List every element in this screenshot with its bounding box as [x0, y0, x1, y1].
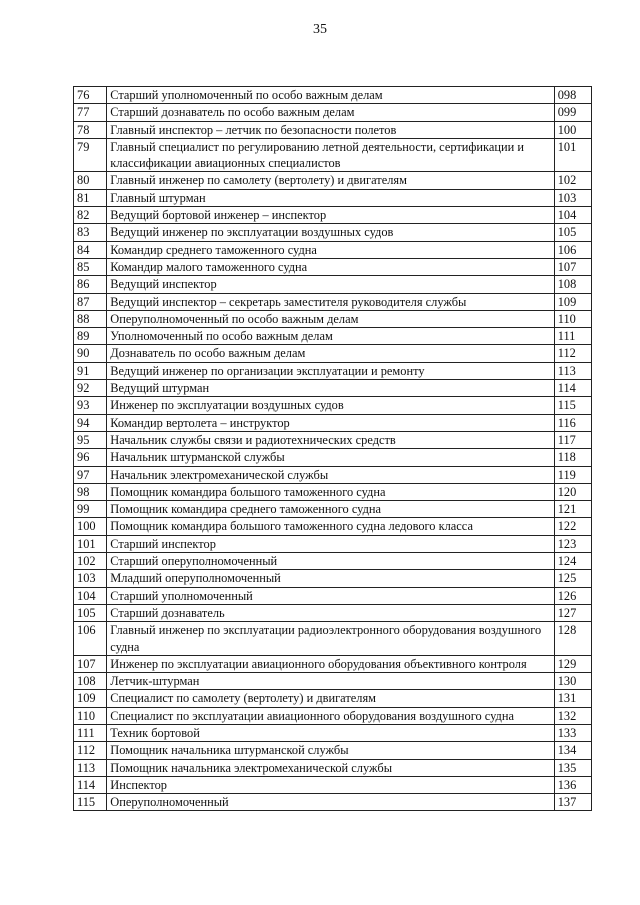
position-code-cell: 099 — [554, 104, 591, 121]
position-code-cell: 128 — [554, 622, 591, 656]
position-code-cell: 126 — [554, 587, 591, 604]
position-title-cell: Главный инспектор – летчик по безопасности полетов — [107, 121, 554, 138]
position-code-cell: 129 — [554, 655, 591, 672]
position-code-cell: 114 — [554, 380, 591, 397]
table-row — [74, 345, 592, 362]
position-title-cell: Командир вертолета – инструктор — [107, 414, 554, 431]
row-number-cell: 96 — [74, 449, 107, 466]
row-number-cell: 88 — [74, 310, 107, 327]
position-title-cell: Ведущий инспектор – секретарь заместителя руководителя службы — [107, 293, 554, 310]
position-code-cell: 116 — [554, 414, 591, 431]
row-number-cell: 106 — [74, 622, 107, 656]
position-title-cell: Специалист по самолету (вертолету) и двигателям — [107, 690, 554, 707]
row-number-cell: 110 — [74, 707, 107, 724]
position-title-cell: Младший оперуполномоченный — [107, 570, 554, 587]
table-row — [74, 207, 592, 224]
table-row — [74, 293, 592, 310]
row-number-cell: 90 — [74, 345, 107, 362]
table-row — [74, 604, 592, 621]
row-number-cell: 100 — [74, 518, 107, 535]
position-title-cell: Помощник командира среднего таможенного судна — [107, 501, 554, 518]
position-title-cell: Командир малого таможенного судна — [107, 258, 554, 275]
table-row — [74, 483, 592, 500]
table-row — [74, 189, 592, 206]
row-number-cell: 105 — [74, 604, 107, 621]
table-row — [74, 172, 592, 189]
table-row — [74, 449, 592, 466]
position-code-cell: 105 — [554, 224, 591, 241]
position-code-cell: 133 — [554, 724, 591, 741]
table-row — [74, 466, 592, 483]
row-number-cell: 83 — [74, 224, 107, 241]
position-code-cell: 108 — [554, 276, 591, 293]
row-number-cell: 92 — [74, 380, 107, 397]
position-code-cell: 104 — [554, 207, 591, 224]
table-row — [74, 224, 592, 241]
position-title-cell: Старший уполномоченный — [107, 587, 554, 604]
row-number-cell: 115 — [74, 794, 107, 811]
position-code-cell: 109 — [554, 293, 591, 310]
position-code-cell: 121 — [554, 501, 591, 518]
position-title-cell: Помощник командира большого таможенного судна — [107, 483, 554, 500]
table-row — [74, 570, 592, 587]
table-row — [74, 362, 592, 379]
table-row — [74, 776, 592, 793]
table-row — [74, 431, 592, 448]
position-code-cell: 100 — [554, 121, 591, 138]
position-title-cell: Начальник электромеханической службы — [107, 466, 554, 483]
row-number-cell: 87 — [74, 293, 107, 310]
position-title-cell: Оперуполномоченный — [107, 794, 554, 811]
row-number-cell: 94 — [74, 414, 107, 431]
table-row — [74, 759, 592, 776]
position-title-cell: Помощник начальника штурманской службы — [107, 742, 554, 759]
position-title-cell: Главный инженер по самолету (вертолету) и двигателям — [107, 172, 554, 189]
position-code-cell: 119 — [554, 466, 591, 483]
table-row — [74, 258, 592, 275]
table-row — [74, 310, 592, 327]
row-number-cell: 77 — [74, 104, 107, 121]
position-code-cell: 107 — [554, 258, 591, 275]
position-code-cell: 127 — [554, 604, 591, 621]
row-number-cell: 108 — [74, 673, 107, 690]
position-title-cell: Ведущий инженер по эксплуатации воздушных судов — [107, 224, 554, 241]
table-row — [74, 587, 592, 604]
table-row — [74, 501, 592, 518]
position-title-cell: Дознаватель по особо важным делам — [107, 345, 554, 362]
position-code-cell: 123 — [554, 535, 591, 552]
table-row — [74, 707, 592, 724]
table-row — [74, 104, 592, 121]
row-number-cell: 113 — [74, 759, 107, 776]
row-number-cell: 93 — [74, 397, 107, 414]
position-code-cell: 136 — [554, 776, 591, 793]
position-code-cell: 120 — [554, 483, 591, 500]
position-code-cell: 118 — [554, 449, 591, 466]
position-title-cell: Начальник службы связи и радиотехнических средств — [107, 431, 554, 448]
row-number-cell: 78 — [74, 121, 107, 138]
position-title-cell: Оперуполномоченный по особо важным делам — [107, 310, 554, 327]
position-code-cell: 101 — [554, 138, 591, 172]
row-number-cell: 99 — [74, 501, 107, 518]
position-code-cell: 131 — [554, 690, 591, 707]
row-number-cell: 101 — [74, 535, 107, 552]
position-code-cell: 124 — [554, 553, 591, 570]
position-title-cell: Командир среднего таможенного судна — [107, 241, 554, 258]
position-title-cell: Ведущий инженер по организации эксплуатации и ремонту — [107, 362, 554, 379]
row-number-cell: 95 — [74, 431, 107, 448]
row-number-cell: 107 — [74, 655, 107, 672]
position-code-cell: 134 — [554, 742, 591, 759]
position-code-cell: 117 — [554, 431, 591, 448]
row-number-cell: 112 — [74, 742, 107, 759]
position-title-cell: Специалист по эксплуатации авиационного оборудования воздушного судна — [107, 707, 554, 724]
row-number-cell: 102 — [74, 553, 107, 570]
row-number-cell: 109 — [74, 690, 107, 707]
row-number-cell: 98 — [74, 483, 107, 500]
row-number-cell: 84 — [74, 241, 107, 258]
table-row — [74, 742, 592, 759]
table-row — [74, 724, 592, 741]
position-title-cell: Старший дознаватель по особо важным делам — [107, 104, 554, 121]
position-title-cell: Техник бортовой — [107, 724, 554, 741]
position-title-cell: Старший дознаватель — [107, 604, 554, 621]
position-title-cell: Помощник командира большого таможенного судна ледового класса — [107, 518, 554, 535]
position-title-cell: Инспектор — [107, 776, 554, 793]
table-row — [74, 87, 592, 104]
position-code-cell: 098 — [554, 87, 591, 104]
position-title-cell: Уполномоченный по особо важным делам — [107, 328, 554, 345]
position-title-cell: Главный инженер по эксплуатации радиоэлектронного оборудования воздушного судна — [107, 622, 554, 656]
row-number-cell: 76 — [74, 87, 107, 104]
position-title-cell: Главный штурман — [107, 189, 554, 206]
table-row — [74, 138, 592, 172]
position-title-cell: Ведущий бортовой инженер – инспектор — [107, 207, 554, 224]
row-number-cell: 81 — [74, 189, 107, 206]
row-number-cell: 85 — [74, 258, 107, 275]
position-code-cell: 115 — [554, 397, 591, 414]
position-code-cell: 125 — [554, 570, 591, 587]
position-code-cell: 135 — [554, 759, 591, 776]
position-code-cell: 122 — [554, 518, 591, 535]
table-row — [74, 622, 592, 656]
row-number-cell: 86 — [74, 276, 107, 293]
position-title-cell: Инженер по эксплуатации воздушных судов — [107, 397, 554, 414]
table-row — [74, 655, 592, 672]
position-title-cell: Начальник штурманской службы — [107, 449, 554, 466]
table-row — [74, 276, 592, 293]
page-number: 35 — [313, 22, 327, 37]
position-title-cell: Ведущий инспектор — [107, 276, 554, 293]
position-title-cell: Инженер по эксплуатации авиационного оборудования объективного контроля — [107, 655, 554, 672]
position-title-cell: Старший уполномоченный по особо важным делам — [107, 87, 554, 104]
position-title-cell: Летчик-штурман — [107, 673, 554, 690]
table-row — [74, 328, 592, 345]
table-row — [74, 690, 592, 707]
position-code-cell: 103 — [554, 189, 591, 206]
position-title-cell: Старший инспектор — [107, 535, 554, 552]
position-code-cell: 112 — [554, 345, 591, 362]
position-code-cell: 137 — [554, 794, 591, 811]
position-title-cell: Старший оперуполномоченный — [107, 553, 554, 570]
position-title-cell: Помощник начальника электромеханической службы — [107, 759, 554, 776]
table-row — [74, 535, 592, 552]
position-code-cell: 132 — [554, 707, 591, 724]
position-code-cell: 102 — [554, 172, 591, 189]
position-code-cell: 130 — [554, 673, 591, 690]
position-title-cell: Ведущий штурман — [107, 380, 554, 397]
row-number-cell: 80 — [74, 172, 107, 189]
position-code-cell: 110 — [554, 310, 591, 327]
position-code-cell: 113 — [554, 362, 591, 379]
row-number-cell: 91 — [74, 362, 107, 379]
positions-table — [73, 86, 592, 811]
table-row — [74, 794, 592, 811]
table-row — [74, 414, 592, 431]
position-code-cell: 111 — [554, 328, 591, 345]
row-number-cell: 103 — [74, 570, 107, 587]
table-row — [74, 397, 592, 414]
row-number-cell: 111 — [74, 724, 107, 741]
table-row — [74, 673, 592, 690]
row-number-cell: 79 — [74, 138, 107, 172]
row-number-cell: 114 — [74, 776, 107, 793]
table-row — [74, 518, 592, 535]
position-title-cell: Главный специалист по регулированию летной деятельности, сертификации и классификации авиационных специалистов — [107, 138, 554, 172]
table-row — [74, 241, 592, 258]
table-row — [74, 553, 592, 570]
row-number-cell: 104 — [74, 587, 107, 604]
row-number-cell: 97 — [74, 466, 107, 483]
table-row — [74, 121, 592, 138]
table-row — [74, 380, 592, 397]
position-code-cell: 106 — [554, 241, 591, 258]
table-body — [74, 87, 592, 811]
row-number-cell: 89 — [74, 328, 107, 345]
row-number-cell: 82 — [74, 207, 107, 224]
